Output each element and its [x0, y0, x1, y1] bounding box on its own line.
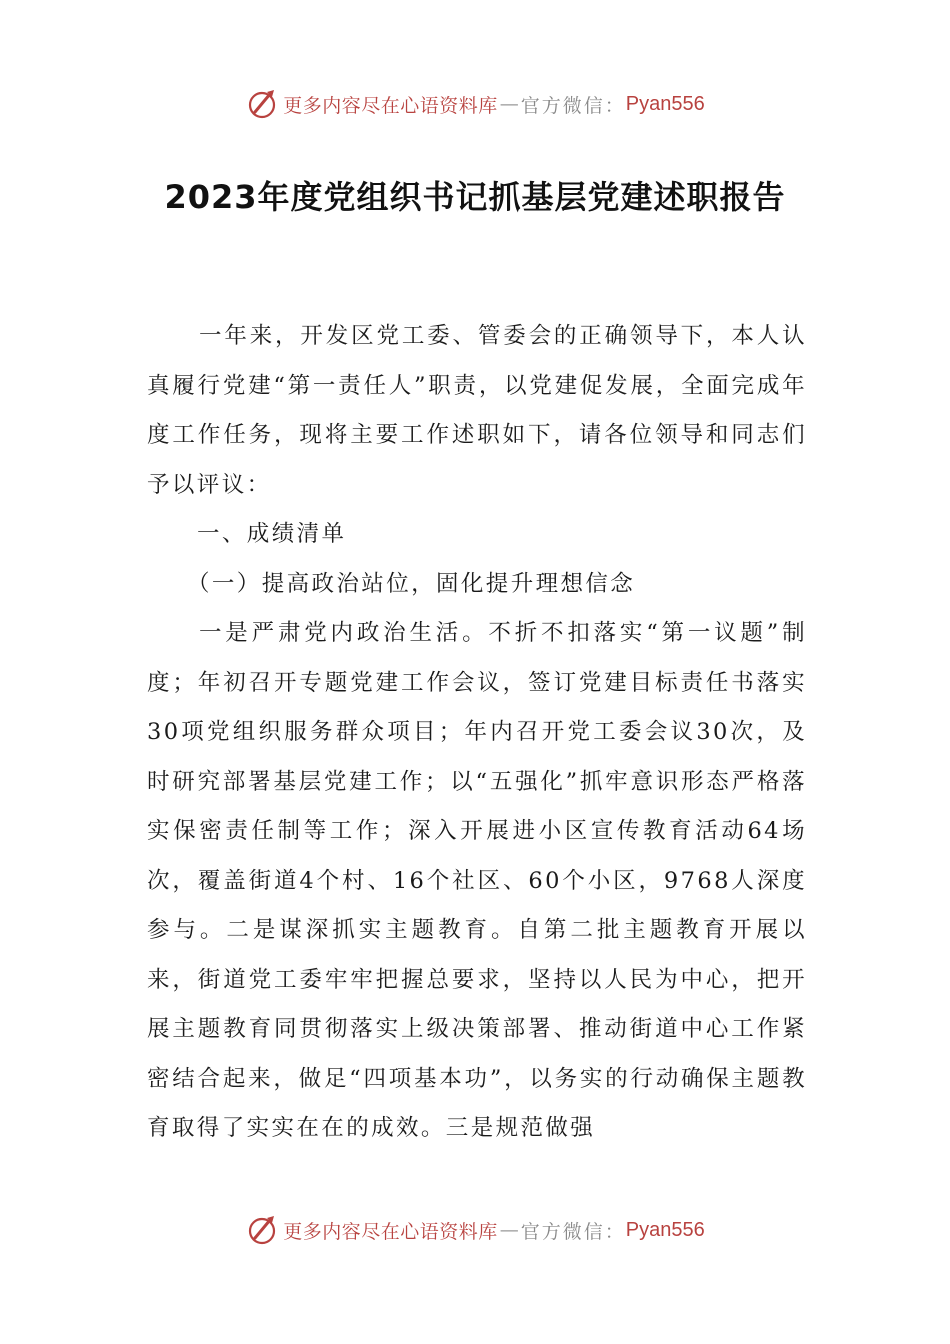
watermark-label: 官方微信： [520, 1220, 626, 1243]
watermark-footer [0, 1210, 950, 1250]
document-body [147, 312, 807, 1154]
body-paragraph: 一是严肃党内政治生活。不折不扣落实“第一议题”制度；年初召开专题党建工作会议，签订党建目标责任书落实30项党组织服务群众项目；年内召开党工委会议30次，及时研究部署基层党建工作；以“五强化”抓牢意识形态严格落实保密责任制等工作；深入开展进小区宣传教育活动64场次，覆盖街道4个村、16个社区、60个小区，9768人深度参与。二是谋深抓实主题教育。自第二批主题教育开展以来，街道党工委牢牢把握总要求，坚持以人民为中心，把开展主题教育同贯彻落实上级决策部署、推动街道中心工作紧密结合起来，做足“四项基本功”，以务实的行动确保主题教育取得了实实在在的成效。三是规范做强 [147, 620, 807, 1141]
watermark-id: Pyan556 [625, 92, 705, 115]
pen-logo-icon [245, 86, 281, 122]
watermark-brand: 更多内容尽在心语资料库 [283, 94, 498, 117]
watermark-dash: — [499, 93, 519, 115]
intro-paragraph: 一年来，开发区党工委、管委会的正确领导下，本人认真履行党建“第一责任人”职责，以党建促发展，全面完成年度工作任务，现将主要工作述职如下，请各位领导和同志们予以评议： [147, 323, 807, 498]
watermark-dash: — [499, 1219, 519, 1241]
subsection-heading: （一）提高政治站位，固化提升理想信念 [187, 570, 636, 597]
watermark-brand: 更多内容尽在心语资料库 [283, 1220, 498, 1243]
watermark-label: 官方微信： [520, 94, 626, 117]
section-heading: 一、成绩清单 [197, 521, 347, 547]
watermark-header [0, 84, 950, 124]
document-title: 2023年度党组织书记抓基层党建述职报告 [164, 178, 786, 216]
watermark-id: Pyan556 [625, 1218, 705, 1241]
pen-logo-icon [245, 1212, 281, 1248]
